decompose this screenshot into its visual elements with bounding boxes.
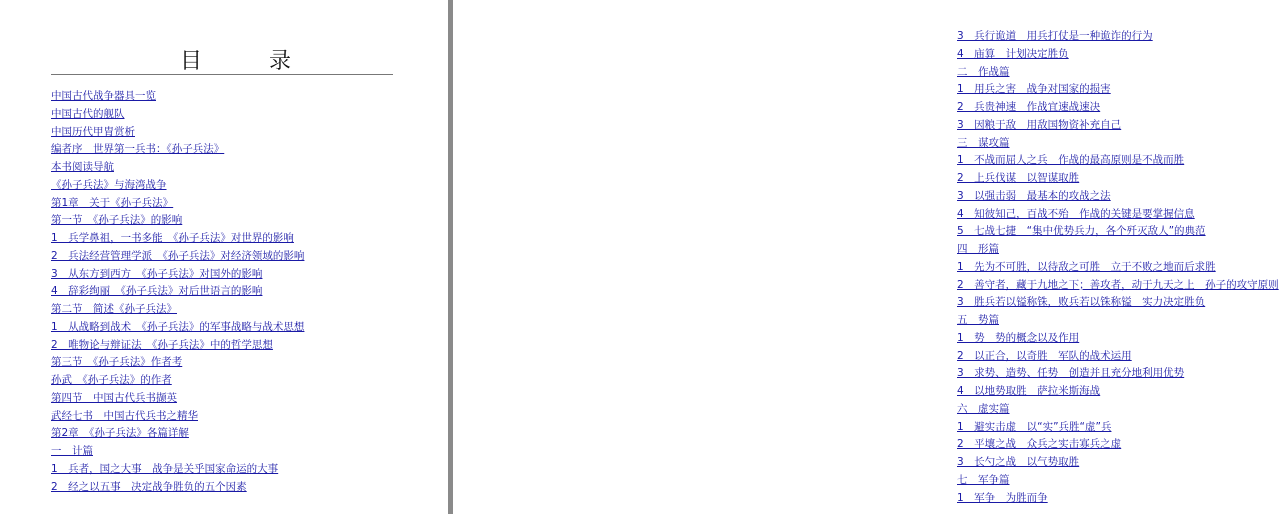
toc-entry-link[interactable]: 2 唯物论与辩证法 《孙子兵法》中的哲学思想 — [51, 338, 273, 351]
toc-entry-link[interactable]: 3 兵行诡道 用兵打仗是一种诡诈的行为 — [957, 30, 1153, 42]
toc-entry-link[interactable]: 1 先为不可胜，以待敌之可胜 立于不败之地而后求胜 — [957, 260, 1216, 273]
toc-entry — [51, 177, 304, 195]
toc-entry-link[interactable]: 第一节 《孙子兵法》的影响 — [51, 214, 183, 227]
toc-entry-link[interactable]: 3 长勺之战 以气势取胜 — [957, 456, 1080, 468]
toc-entry — [51, 354, 304, 372]
toc-entry — [957, 294, 1279, 312]
toc-entry-link[interactable]: 4 庙算 计划决定胜负 — [957, 47, 1069, 60]
toc-entry-link[interactable]: 七 军争篇 — [957, 473, 1010, 486]
toc-entry — [957, 259, 1279, 277]
toc-entry-link[interactable]: 3 以强击弱 最基本的攻战之法 — [957, 189, 1111, 202]
toc-entry-link[interactable]: 1 兵者，国之大事 战争是关乎国家命运的大事 — [51, 462, 279, 475]
toc-entry — [957, 365, 1279, 383]
toc-entry — [957, 348, 1279, 366]
toc-entry-link[interactable]: 武经七书 中国古代兵书之精华 — [51, 409, 198, 422]
toc-entry-link[interactable]: 第2章 《孙子兵法》各篇详解 — [51, 427, 189, 440]
toc-entry-link[interactable]: 1 不战而屈人之兵 作战的最高原则是不战而胜 — [957, 154, 1185, 167]
toc-entry — [957, 383, 1279, 401]
toc-entry — [957, 170, 1279, 188]
toc-entry-link[interactable]: 1 兵学鼻祖，一书多能 《孙子兵法》对世界的影响 — [51, 232, 294, 244]
toc-entry — [957, 28, 1279, 46]
right-page — [453, 0, 1279, 514]
toc-entry — [51, 230, 304, 248]
title-divider — [51, 74, 393, 75]
toc-entry-link[interactable]: 第三节 《孙子兵法》作者考 — [51, 356, 183, 369]
toc-entry — [957, 330, 1279, 348]
toc-entry — [51, 88, 304, 106]
toc-entry — [51, 106, 304, 124]
toc-entry — [957, 64, 1279, 82]
toc-entry — [957, 490, 1279, 508]
toc-entry — [957, 99, 1279, 117]
toc-entry-link[interactable]: 第二节 简述《孙子兵法》 — [51, 303, 177, 315]
toc-entry-link[interactable]: 3 胜兵若以镒称铢，败兵若以铢称镒 实力决定胜负 — [957, 296, 1206, 309]
toc-entry — [957, 401, 1279, 419]
toc-entry-link[interactable]: 第1章 关于《孙子兵法》 — [51, 196, 174, 209]
toc-entry-link[interactable]: 4 辞彩绚丽 《孙子兵法》对后世语言的影响 — [51, 285, 263, 298]
toc-entry-link[interactable]: 编者序 世界第一兵书：《孙子兵法》 — [51, 143, 225, 156]
toc-entry-link[interactable]: 2 善守者，藏于九地之下；善攻者，动于九天之上 孙子的攻守原则 — [957, 278, 1279, 291]
toc-entry — [51, 283, 304, 301]
toc-list-left — [51, 88, 304, 496]
toc-entry — [51, 479, 304, 497]
toc-entry-link[interactable]: 3 求势、造势、任势 创造并且充分地利用优势 — [957, 367, 1185, 380]
toc-entry — [957, 81, 1279, 99]
toc-entry-link[interactable]: 孙武 《孙子兵法》的作者 — [51, 374, 172, 386]
toc-entry — [957, 206, 1279, 224]
toc-entry-link[interactable]: 4 知彼知己，百战不殆 作战的关键是要掌握信息 — [957, 207, 1195, 220]
toc-entry-link[interactable]: 六 虚实篇 — [957, 402, 1010, 415]
toc-entry — [51, 425, 304, 443]
left-page — [0, 0, 448, 514]
toc-entry-link[interactable]: 2 以正合，以奇胜 军队的战术运用 — [957, 349, 1132, 362]
toc-entry — [51, 212, 304, 230]
toc-entry-link[interactable]: 三 谋攻篇 — [957, 136, 1010, 149]
toc-entry — [957, 312, 1279, 330]
toc-entry-link[interactable]: 2 平壤之战 众兵之实击寡兵之虚 — [957, 438, 1122, 451]
toc-entry — [957, 454, 1279, 472]
toc-entry-link[interactable]: 二 作战篇 — [957, 65, 1010, 78]
toc-entry — [957, 223, 1279, 241]
toc-entry-link[interactable]: 五 势篇 — [957, 314, 999, 326]
toc-entry — [51, 408, 304, 426]
toc-entry — [51, 337, 304, 355]
toc-entry-link[interactable]: 一 计篇 — [51, 445, 93, 457]
toc-entry — [957, 46, 1279, 64]
toc-entry-link[interactable]: 本书阅读导航 — [51, 161, 114, 173]
toc-entry — [51, 248, 304, 266]
toc-entry — [51, 319, 304, 337]
toc-entry — [51, 124, 304, 142]
toc-entry — [957, 152, 1279, 170]
toc-entry — [957, 117, 1279, 135]
toc-entry — [957, 135, 1279, 153]
toc-entry-link[interactable]: 4 以地势取胜 萨拉米斯海战 — [957, 385, 1101, 397]
toc-entry-link[interactable]: 3 从东方到西方 《孙子兵法》对国外的影响 — [51, 267, 263, 280]
toc-entry-link[interactable]: 《孙子兵法》与海湾战争 — [51, 178, 167, 191]
toc-entry — [51, 266, 304, 284]
toc-entry — [51, 372, 304, 390]
toc-entry-link[interactable]: 5 七战七捷 “集中优势兵力，各个歼灭敌人”的典范 — [957, 225, 1206, 238]
toc-entry — [957, 472, 1279, 490]
toc-entry-link[interactable]: 1 从战略到战术 《孙子兵法》的军事战略与战术思想 — [51, 320, 305, 333]
toc-entry-link[interactable]: 四 形篇 — [957, 243, 999, 255]
toc-entry-link[interactable]: 2 经之以五事 决定战争胜负的五个因素 — [51, 480, 247, 493]
toc-entry — [957, 436, 1279, 454]
toc-entry — [957, 241, 1279, 259]
toc-list-right — [957, 28, 1279, 507]
toc-entry-link[interactable]: 2 兵贵神速 作战宜速战速决 — [957, 101, 1101, 113]
toc-entry — [51, 461, 304, 479]
toc-entry-link[interactable]: 中国古代的舰队 — [51, 107, 125, 120]
toc-entry-link[interactable]: 1 势 势的概念以及作用 — [957, 331, 1080, 344]
toc-entry — [957, 419, 1279, 437]
toc-entry — [51, 443, 304, 461]
toc-entry — [51, 390, 304, 408]
toc-entry-link[interactable]: 1 用兵之害 战争对国家的损害 — [957, 83, 1111, 96]
toc-entry-link[interactable]: 1 避实击虚 以“实”兵胜“虚”兵 — [957, 420, 1112, 433]
toc-title: 目 录 — [180, 49, 321, 74]
toc-entry-link[interactable]: 2 上兵伐谋 以智谋取胜 — [957, 172, 1080, 184]
toc-entry-link[interactable]: 1 军争 为胜而争 — [957, 491, 1048, 504]
toc-entry-link[interactable]: 第四节 中国古代兵书撷英 — [51, 391, 177, 404]
toc-entry — [957, 188, 1279, 206]
toc-entry — [51, 301, 304, 319]
toc-entry-link[interactable]: 3 因粮于敌 用敌国物资补充自己 — [957, 118, 1122, 131]
toc-entry-link[interactable]: 中国古代战争器具一览 — [51, 90, 156, 102]
toc-entry-link[interactable]: 中国历代甲胄赏析 — [51, 125, 135, 138]
toc-entry — [51, 141, 304, 159]
toc-entry — [957, 277, 1279, 295]
toc-entry-link[interactable]: 2 兵法经营管理学派 《孙子兵法》对经济领域的影响 — [51, 249, 305, 262]
toc-entry — [51, 159, 304, 177]
toc-entry — [51, 195, 304, 213]
